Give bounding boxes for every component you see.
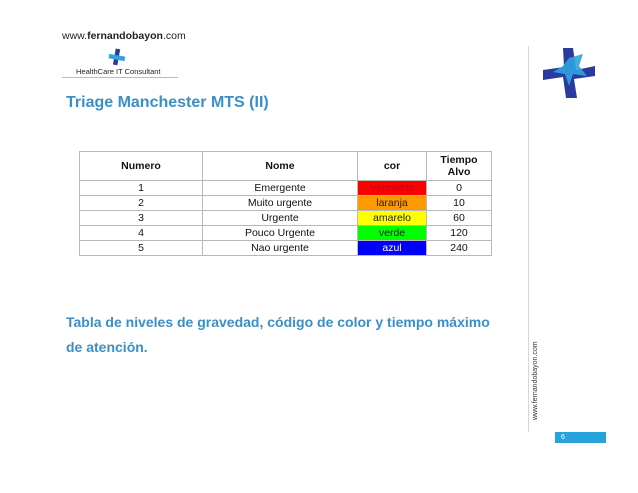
logo-tagline: HealthCare IT Consultant [76,67,161,76]
cell-cor: amarelo [358,211,427,226]
table-row [80,211,492,226]
logo-divider [62,77,178,78]
cell-numero: 3 [80,211,203,226]
cell-tiempo: 120 [427,226,492,241]
cell-cor: verde [358,226,427,241]
header-cor: cor [358,152,427,181]
cell-tiempo: 0 [427,181,492,196]
header-numero: Numero [80,152,203,181]
table-row [80,226,492,241]
cell-tiempo: 240 [427,241,492,256]
logo-cross-icon [108,48,126,66]
slide-title: Triage Manchester MTS (II) [66,94,269,111]
cell-tiempo: 10 [427,196,492,211]
vertical-divider [528,46,529,432]
cell-cor: Vermelho [358,181,427,196]
cell-nome: Muito urgente [203,196,358,211]
cell-tiempo: 60 [427,211,492,226]
table-row [80,181,492,196]
header-tiempo: Tiempo Alvo [427,152,492,181]
brand-cross-icon [543,46,595,98]
cell-cor: laranja [358,196,427,211]
slide-caption: Tabla de niveles de gravedad, código de color y tiempo máximo de atención. [66,314,490,355]
cell-numero: 2 [80,196,203,211]
cell-nome: Pouco Urgente [203,226,358,241]
cell-nome: Nao urgente [203,241,358,256]
cell-numero: 1 [80,181,203,196]
page-number: 6 [555,432,606,443]
table-row [80,241,492,256]
cell-nome: Urgente [203,211,358,226]
cell-numero: 4 [80,226,203,241]
logo-url[interactable]: www.fernandobayon.com [62,30,186,42]
header-nome: Nome [203,152,358,181]
table-header-row [80,152,492,181]
cell-numero: 5 [80,241,203,256]
triage-table [79,151,492,256]
cell-cor: azul [358,241,427,256]
table-row [80,196,492,211]
side-url: www.fernandobayon.com [532,341,539,420]
cell-nome: Emergente [203,181,358,196]
